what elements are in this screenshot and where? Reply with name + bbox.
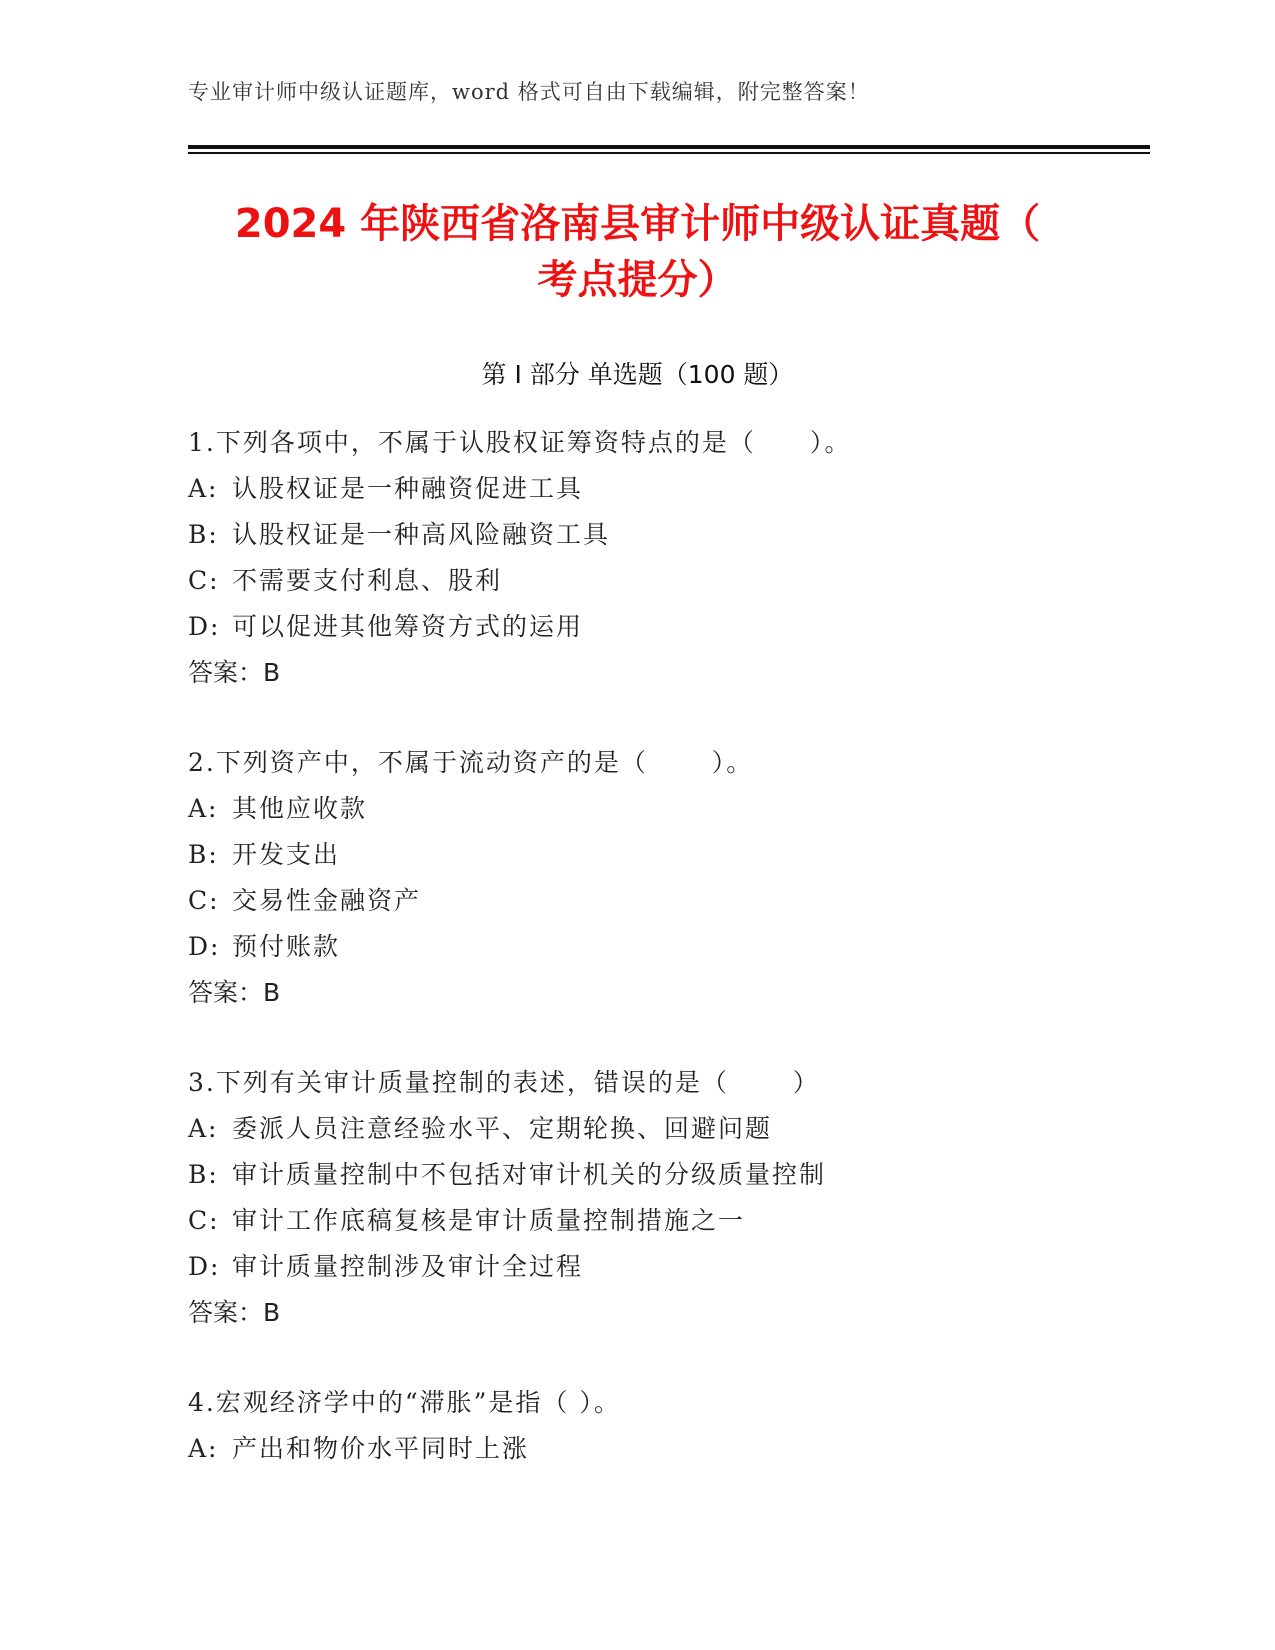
- answer: 答案：B: [188, 978, 281, 1007]
- option-label: C:: [188, 1206, 220, 1235]
- option-label: D:: [188, 1252, 221, 1281]
- document-title: [150, 196, 1125, 308]
- option-text: 其他应收款: [232, 794, 368, 823]
- option-text: 审计工作底稿复核是审计质量控制措施之一: [232, 1206, 746, 1235]
- option-text: 认股权证是一种融资促进工具: [232, 474, 584, 503]
- option-label: B:: [188, 1160, 219, 1189]
- option-text: 认股权证是一种高风险融资工具: [232, 520, 611, 549]
- title-line-1: 2024 年陕西省洛南县审计师中级认证真题（: [234, 201, 1041, 247]
- option-text: 审计质量控制涉及审计全过程: [232, 1252, 584, 1281]
- option-label: C:: [188, 886, 220, 915]
- option-b: [188, 512, 851, 558]
- option-text: 产出和物价水平同时上涨: [232, 1434, 530, 1463]
- question-stem: 2.下列资产中，不属于流动资产的是（ ）。: [188, 748, 754, 777]
- option-text: 预付账款: [232, 932, 341, 961]
- option-text: 审计质量控制中不包括对审计机关的分级质量控制: [232, 1160, 827, 1189]
- question-stem: 4.宏观经济学中的“滞胀”是指（ ）。: [188, 1388, 621, 1417]
- question-stem: 3.下列有关审计质量控制的表述，错误的是（ ）: [188, 1068, 820, 1097]
- option-b: [188, 1152, 826, 1198]
- option-d: [188, 604, 851, 650]
- option-label: A:: [188, 474, 219, 503]
- answer: 答案：B: [188, 1298, 281, 1327]
- question-1: [188, 420, 851, 696]
- question-3: [188, 1060, 826, 1336]
- option-a: [188, 1426, 621, 1472]
- option-label: B:: [188, 520, 219, 549]
- option-d: [188, 1244, 826, 1290]
- option-a: [188, 786, 753, 832]
- option-label: D:: [188, 612, 221, 641]
- question-stem: 1.下列各项中，不属于认股权证筹资特点的是（ ）。: [188, 428, 852, 457]
- option-label: C:: [188, 566, 220, 595]
- answer: 答案：B: [188, 658, 281, 687]
- option-d: [188, 924, 753, 970]
- header-note: 专业审计师中级认证题库，word 格式可自由下载编辑，附完整答案！: [188, 80, 870, 104]
- option-text: 委派人员注意经验水平、定期轮换、回避问题: [232, 1114, 773, 1143]
- section-heading: 第 I 部分 单选题（100 题）: [481, 360, 794, 389]
- option-c: [188, 1198, 826, 1244]
- question-4: [188, 1380, 621, 1472]
- option-a: [188, 466, 851, 512]
- option-label: D:: [188, 932, 221, 961]
- option-a: [188, 1106, 826, 1152]
- option-text: 交易性金融资产: [232, 886, 422, 915]
- option-label: A:: [188, 794, 219, 823]
- title-line-2: 考点提分）: [537, 257, 738, 303]
- option-label: A:: [188, 1114, 219, 1143]
- option-c: [188, 558, 851, 604]
- option-label: B:: [188, 840, 219, 869]
- option-text: 开发支出: [232, 840, 341, 869]
- option-b: [188, 832, 753, 878]
- option-text: 不需要支付利息、股利: [232, 566, 503, 595]
- option-c: [188, 878, 753, 924]
- option-label: A:: [188, 1434, 219, 1463]
- question-2: [188, 740, 753, 1016]
- header-rule-thick: [188, 145, 1150, 149]
- header-rule-thin: [188, 152, 1150, 154]
- option-text: 可以促进其他筹资方式的运用: [232, 612, 584, 641]
